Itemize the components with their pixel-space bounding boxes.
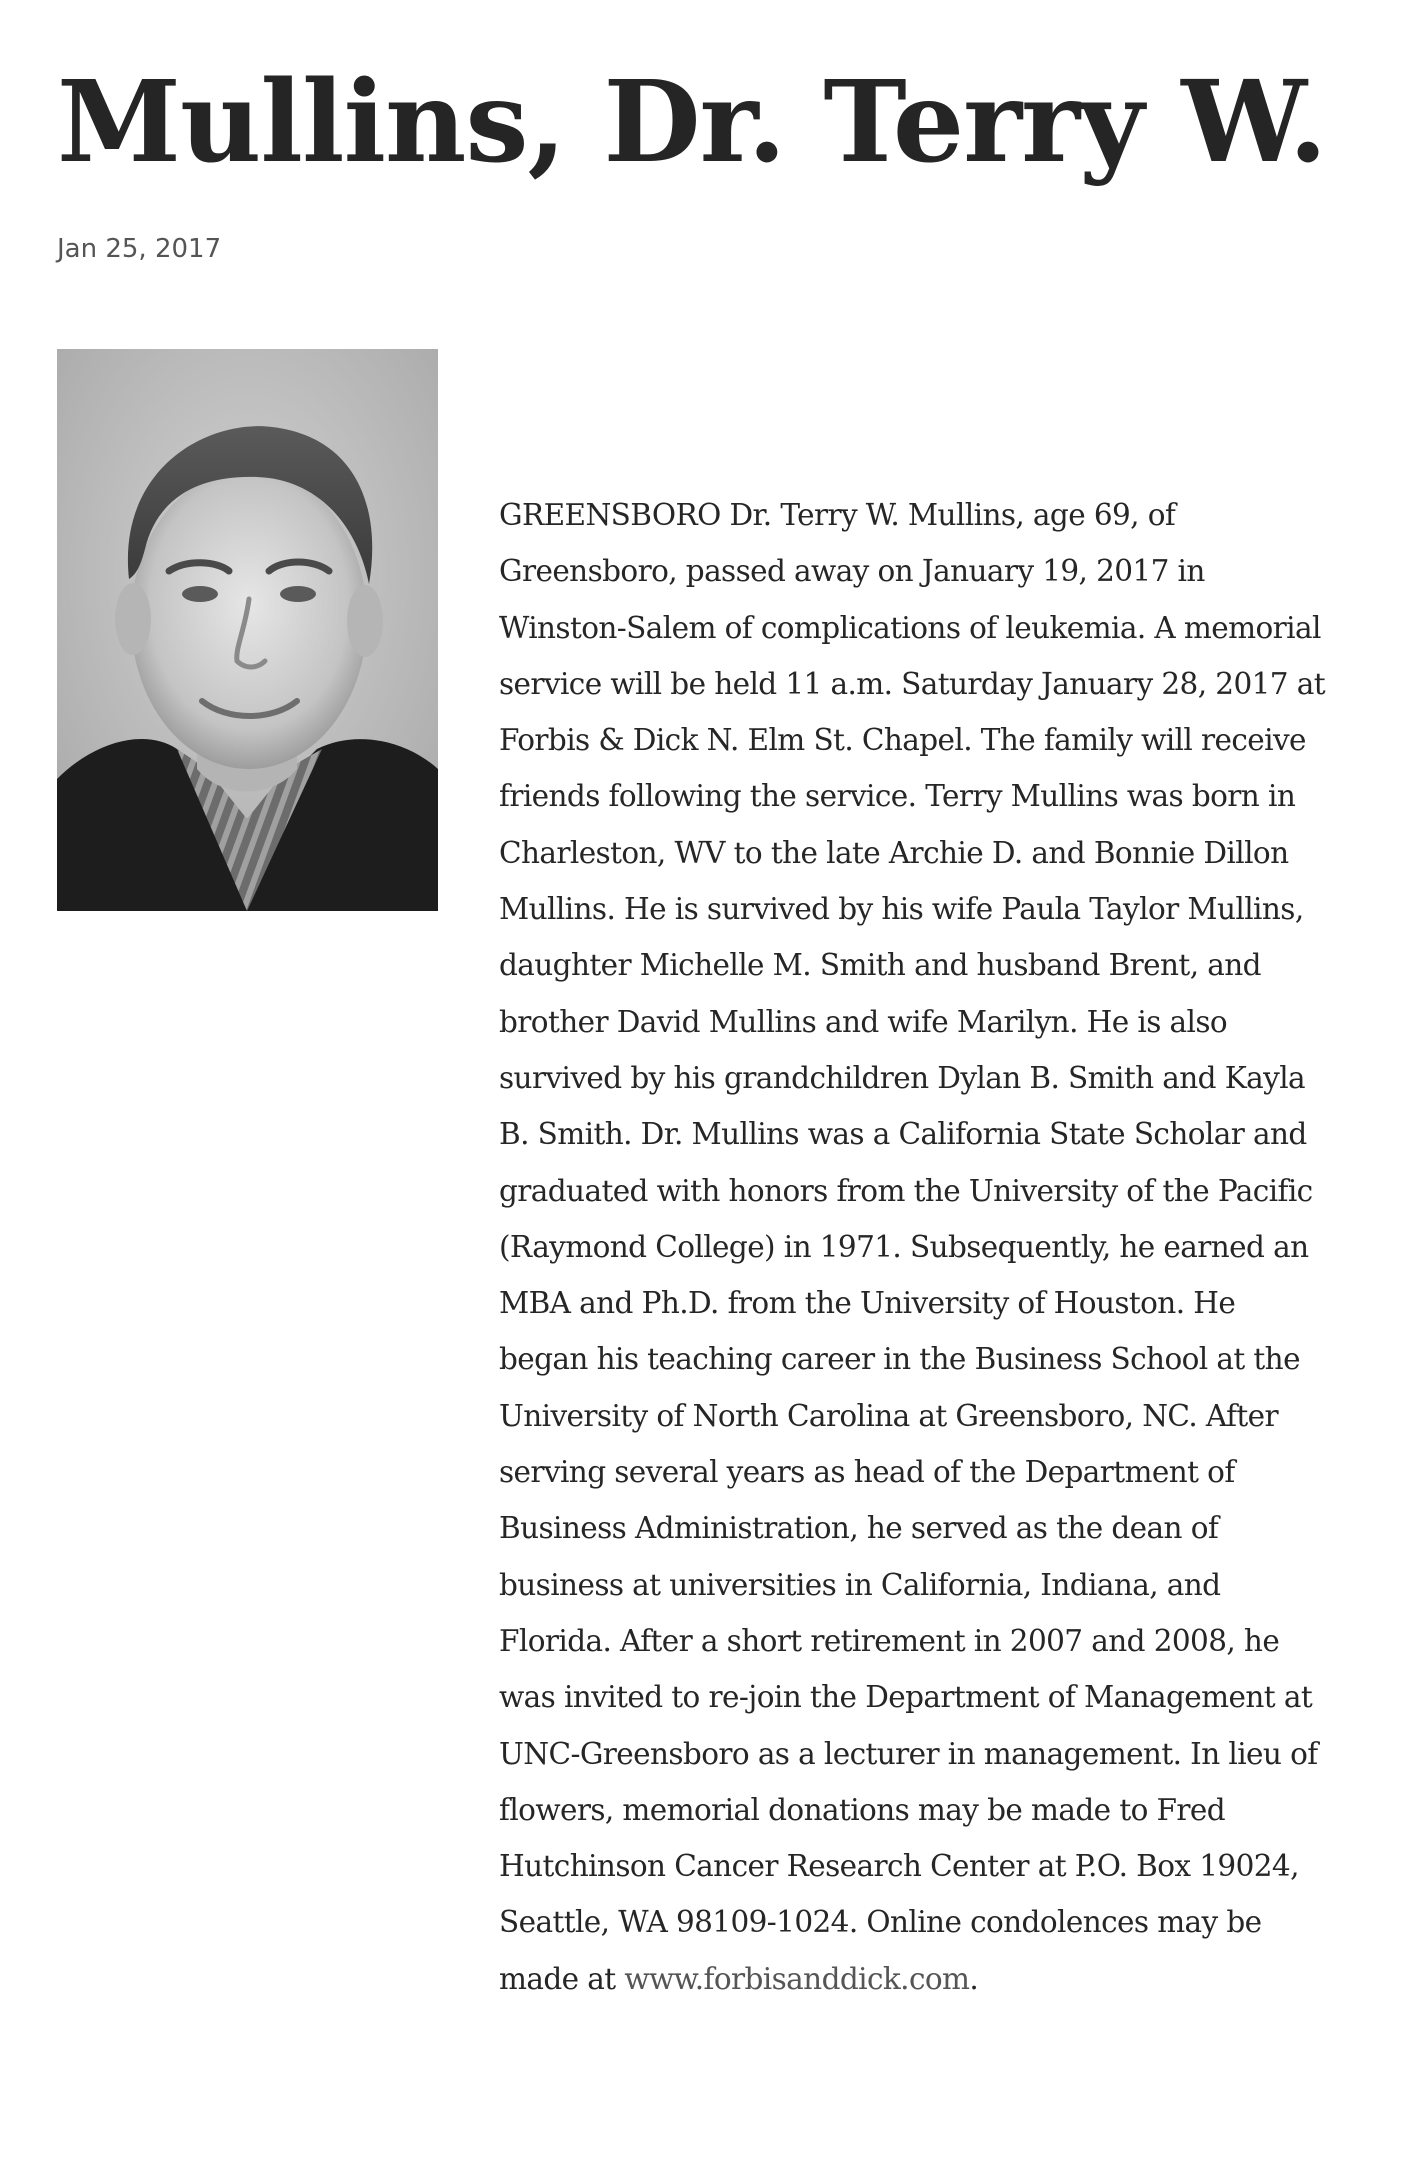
page-title: Mullins, Dr. Terry W. bbox=[57, 57, 1327, 188]
obituary-body bbox=[499, 487, 1329, 2007]
portrait-icon bbox=[57, 349, 438, 911]
obituary-text: GREENSBORO Dr. Terry W. Mullins, age 69, of Greensboro, passed away on January 19, 2017 in Winston-Salem of complications of leukemia. A memorial service will be held 11 a.m. Saturday January 28, 2017 at Forbis & Dick N. Elm St. Chapel. The family will receive friends following the service. Terry Mullins was born in Charleston, WV to the late Archie D. and Bonnie Dillon Mullins. He is survived by his wife Paula Taylor Mullins, daughter Michelle M. Smith and husband Brent, and brother David Mullins and wife Marilyn. He is also survived by his grandchildren Dylan B. Smith and Kayla B. Smith. Dr. Mullins was a California State Scholar and graduated with honors from the University of the Pacific (Raymond College) in 1971. Subsequently, he earned an MBA and Ph.D. from the University of Houston. He began his teaching career in the Business School at the University of North Carolina at Greensboro, NC. After serving several years as head of the Department of Business Administration, he served as the dean of business at universities in California, Indiana, and Florida. After a short retirement in 2007 and 2008, he was invited to re-join the Department of Management at UNC-Greensboro as a lecturer in management. In lieu of flowers, memorial donations may be made to Fred Hutchinson Cancer Research Center at P.O. Box 19024, Seattle, WA 98109-1024. Online condolences may be made at bbox=[499, 498, 1325, 1996]
trailing-period: . bbox=[969, 1961, 979, 1996]
portrait-photo bbox=[57, 349, 438, 911]
funeral-home-link[interactable]: www.forbisanddick.com bbox=[624, 1961, 970, 1996]
publish-date: Jan 25, 2017 bbox=[57, 234, 222, 264]
